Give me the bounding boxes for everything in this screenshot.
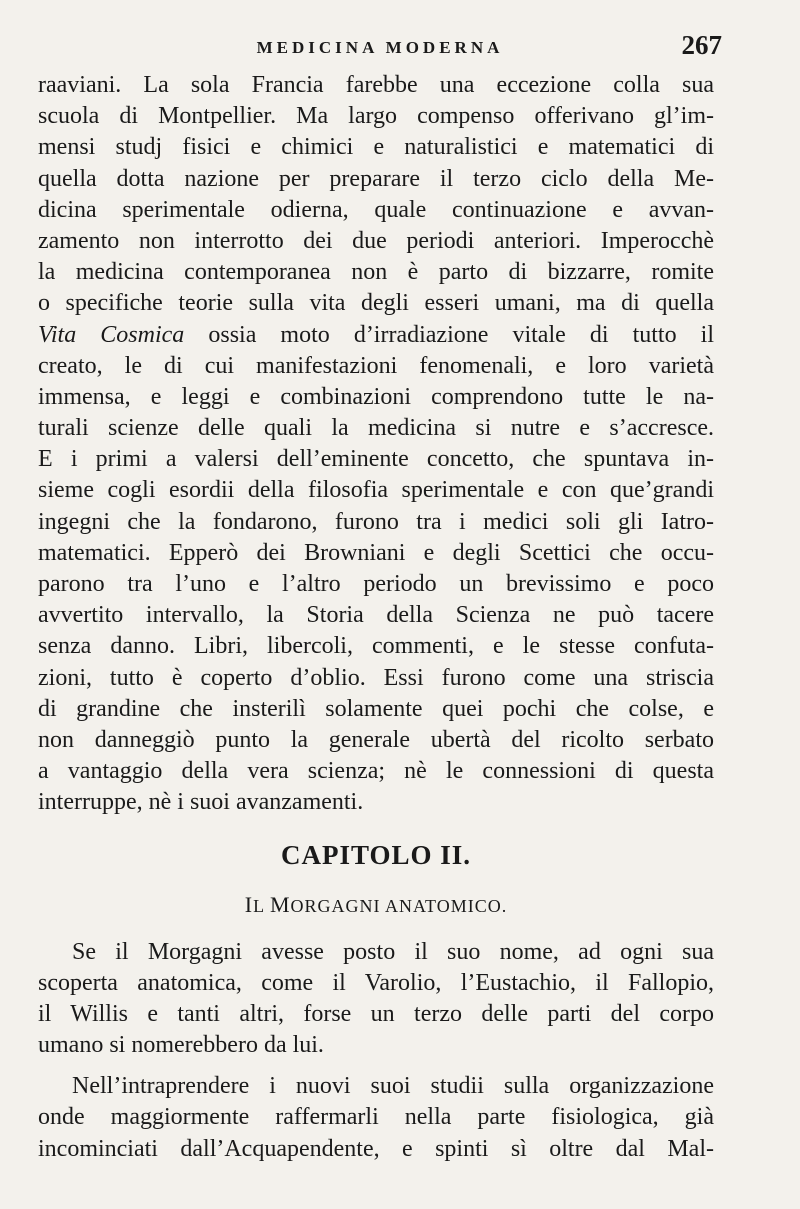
text-line: mensi studj fisici e chimici e naturalistici e matematici di	[38, 134, 714, 161]
body-text	[38, 70, 714, 1165]
text-line: incominciati dall’Acquapendente, e spinti sì oltre dal Mal-	[38, 1135, 714, 1162]
text-line: umano si nomerebbero da lui.	[38, 1032, 324, 1059]
text-line: zioni, tutto è coperto d’oblio. Essi furono come una striscia	[38, 664, 714, 691]
text-line: Nell’intraprendere i nuovi suoi studii sulla organizzazione	[72, 1073, 714, 1100]
page-number: 267	[681, 30, 722, 60]
paragraph-3	[38, 1071, 714, 1165]
text-line: ingegni che la fondarono, furono tra i medici soli gli Iatro-	[38, 508, 714, 535]
text-line: Vita Cosmica ossia moto d’irradiazione vitale di tutto il	[38, 321, 714, 348]
text-line: avvertito intervallo, la Storia della Scienza ne può tacere	[38, 602, 714, 629]
chapter-title: CAPITOLO II.	[280, 839, 472, 870]
text-line: E i primi a valersi dell’eminente concetto, che spuntava in-	[38, 446, 714, 473]
text-line: dicina sperimentale odierna, quale continuazione e avvan-	[38, 196, 714, 223]
text-line: il Willis e tanti altri, forse un terzo delle parti del corpo	[38, 1000, 714, 1027]
text-line: la medicina contemporanea non è parto di bizzarre, romite	[38, 259, 714, 286]
page-header	[38, 30, 722, 70]
text-line: a vantaggio della vera scienza; nè le connessioni di questa	[38, 758, 714, 785]
text-line: immensa, e leggi e combinazioni comprendono tutte le na-	[38, 383, 714, 410]
running-head: MEDICINA MODERNA	[256, 38, 504, 57]
subtitle-initial-2: M	[269, 891, 291, 917]
text-line: sieme cogli esordii della filosofia sperimentale e con que’grandi	[38, 477, 714, 504]
paragraph-1	[38, 70, 714, 819]
text-line: interruppe, nè i suoi avanzamenti.	[38, 789, 364, 816]
text-line: scuola di Montpellier. Ma largo compenso offerivano gl’im-	[38, 103, 714, 130]
text-line: turali scienze delle quali la medicina si nutre e s’accresce.	[38, 415, 714, 442]
text-line: creato, le di cui manifestazioni fenomenali, e loro varietà	[38, 352, 714, 379]
text-line: o specifiche teorie sulla vita degli esseri umani, ma di quella	[38, 290, 714, 317]
text-line: quella dotta nazione per preparare il terzo ciclo della Me-	[38, 165, 714, 192]
text-line: parono tra l’uno e l’altro periodo un brevissimo e poco	[38, 571, 714, 597]
subtitle-initial: I	[244, 891, 254, 917]
chapter-subtitle	[38, 883, 714, 927]
paragraph-2	[38, 937, 714, 1062]
text-line: senza danno. Libri, libercoli, commenti, e le stesse confuta-	[38, 633, 714, 660]
italic-term: Vita Cosmica	[38, 321, 185, 348]
text-line: matematici. Epperò dei Browniani e degli Scettici che occu-	[38, 539, 714, 566]
text-line: raaviani. La sola Francia farebbe una eccezione colla sua	[38, 72, 714, 98]
text-line: Se il Morgagni avesse posto il suo nome, ad ogni sua	[72, 938, 714, 965]
text-line: scoperta anatomica, come il Varolio, l’Eustachio, il Fallopio,	[38, 969, 714, 996]
text-line: zamento non interrotto dei due periodi anteriori. Imperocchè	[38, 227, 714, 254]
text-line: onde maggiormente raffermarli nella parte fisiologica, già	[38, 1104, 714, 1131]
text-line: non danneggiò punto la generale ubertà del ricolto serbato	[38, 726, 714, 753]
subtitle-part: L	[253, 895, 270, 916]
text-line: di grandine che insterilì solamente quei pochi che colse, e	[38, 695, 714, 722]
subtitle-part-2: ORGAGNI ANATOMICO.	[290, 895, 508, 916]
